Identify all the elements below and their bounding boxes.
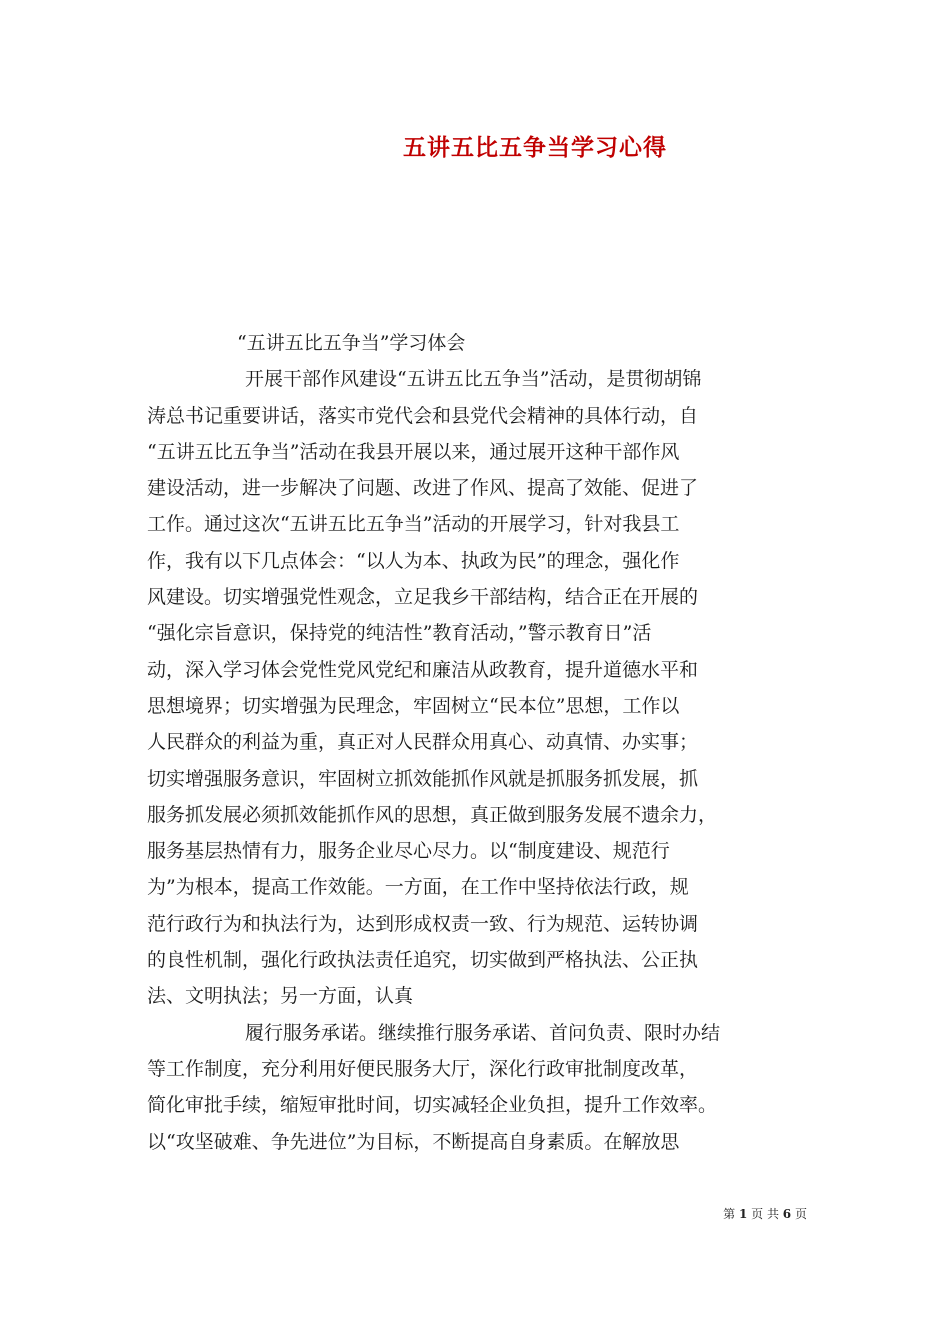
paragraph-line: 法、文明执法；另一方面，认真 — [147, 985, 414, 1008]
paragraph-line: 人民群众的利益为重，真正对人民群众用真心、动真情、办实事； — [147, 731, 699, 754]
paragraph-line: 服务抓发展必须抓效能抓作风的思想，真正做到服务发展不遗余力， — [147, 803, 718, 826]
paragraph-line: 动，深入学习体会党性党风党纪和廉洁从政教育，提升道德水平和 — [147, 658, 699, 681]
page-number-footer — [723, 1206, 807, 1222]
document-body — [147, 325, 807, 1160]
paragraph-line: 为”为根本，提高工作效能。一方面，在工作中坚持依法行政，规 — [147, 876, 689, 899]
paragraph-line: “五讲五比五争当”活动在我县开展以来，通过展开这种干部作风 — [147, 440, 680, 463]
paragraph-line: 履行服务承诺。继续推行服务承诺、首问负责、限时办结 — [245, 1021, 721, 1044]
paragraph-line: 开展干部作风建设“五讲五比五争当”活动，是贯彻胡锦 — [245, 368, 702, 391]
paragraph-line: 等工作制度，充分利用好便民服务大厅，深化行政审批制度改革， — [147, 1057, 699, 1080]
subtitle-line: “五讲五比五争当”学习体会 — [237, 332, 466, 354]
paragraph-line: 工作。通过这次“五讲五比五争当”活动的开展学习，针对我县工 — [147, 513, 680, 536]
paragraph-line: 作，我有以下几点体会：“以人为本、执政为民”的理念，强化作 — [147, 549, 680, 572]
paragraph-line: 服务基层热情有力，服务企业尽心尽力。以“制度建设、规范行 — [147, 840, 670, 863]
footer-suffix: 页 — [794, 1207, 807, 1221]
paragraph-line: 涛总书记重要讲话，落实市党代会和县党代会精神的具体行动，自 — [147, 404, 699, 427]
paragraph-line: 简化审批手续，缩短审批时间，切实减轻企业负担，提升工作效率。 — [147, 1094, 718, 1117]
paragraph-line: 的良性机制，强化行政执法责任追究，切实做到严格执法、公正执 — [147, 949, 699, 972]
paragraph-line: 切实增强服务意识，牢固树立抓效能抓作风就是抓服务抓发展，抓 — [147, 767, 699, 790]
paragraph-line: 以“攻坚破难、争先进位”为目标，不断提高自身素质。在解放思 — [147, 1130, 680, 1153]
paragraph-line: “强化宗旨意识，保持党的纯洁性”教育活动，”警示教育日”活 — [147, 622, 652, 645]
paragraph-line: 范行政行为和执法行为，达到形成权责一致、行为规范、运转协调 — [147, 912, 699, 935]
footer-middle: 页 共 — [751, 1207, 779, 1221]
footer-prefix: 第 — [723, 1207, 736, 1221]
paragraph-line: 建设活动，进一步解决了问题、改进了作风、提高了效能、促进了 — [147, 477, 699, 500]
document-title: 五讲五比五争当学习心得 — [403, 134, 667, 161]
footer-current-page: 1 — [738, 1207, 748, 1221]
footer-total-pages: 6 — [782, 1207, 792, 1221]
paragraph-line: 风建设。切实增强党性观念，立足我乡干部结构，结合正在开展的 — [147, 586, 699, 609]
paragraph-line: 思想境界；切实增强为民理念，牢固树立“民本位”思想，工作以 — [147, 694, 680, 717]
